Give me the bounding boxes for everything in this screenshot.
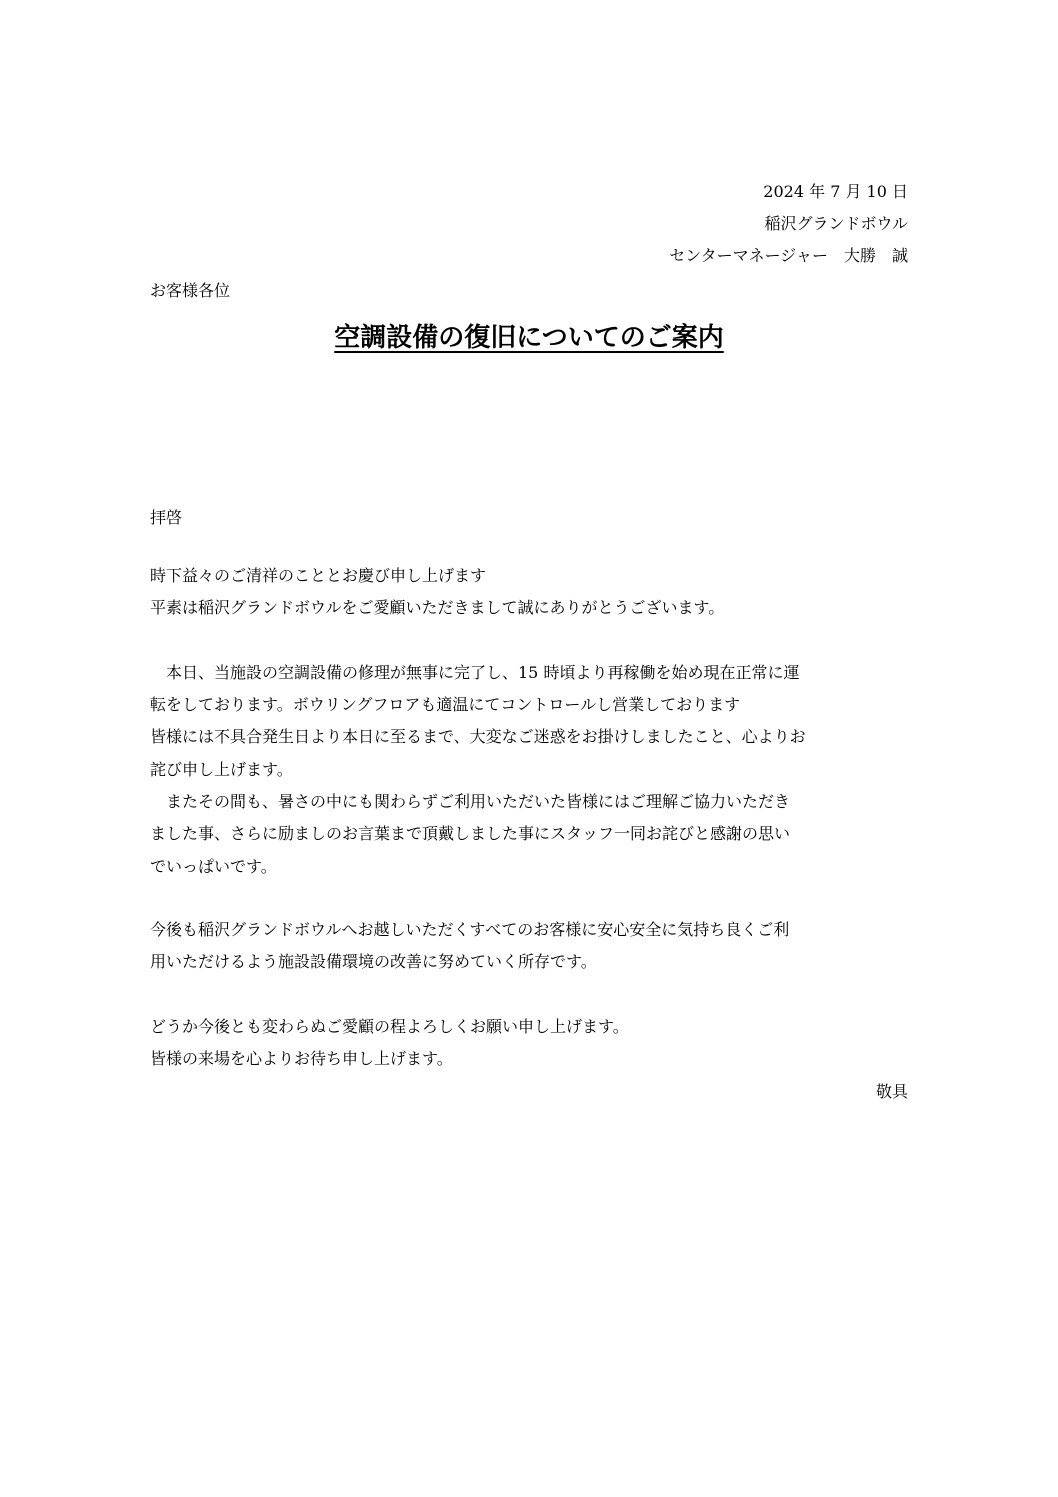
body-line: 詫び申し上げます。 <box>150 760 293 779</box>
body-line: 本日、当施設の空調設備の修理が無事に完了し、15 時頃より再稼働を始め現在正常に運 <box>150 663 800 682</box>
body-line: 今後も稲沢グランドボウルへお越しいただくすべてのお客様に安心安全に気持ち良くご利 <box>150 920 790 939</box>
body-line: 皆様には不具合発生日より本日に至るまで、大変なご迷惑をお掛けしましたこと、心よりお <box>150 727 806 746</box>
body-line: 時下益々のご清祥のこととお慶び申し上げます <box>150 566 487 585</box>
body-line: 皆様の来場を心よりお待ち申し上げます。 <box>150 1049 453 1068</box>
document-title-text: 空調設備の復旧についてのご案内 <box>334 323 724 353</box>
body-line: どうか今後とも変わらぬご愛顧の程よろしくお願い申し上げます。 <box>150 1017 629 1036</box>
addressee: お客様各位 <box>150 281 231 300</box>
body-line: 平素は稲沢グランドボウルをご愛顧いただきまして誠にありがとうございます。 <box>150 598 725 617</box>
body-line: 用いただけるよう施設設備環境の改善に努めていく所存です。 <box>150 952 597 971</box>
body-line: でいっぱいです。 <box>150 857 277 876</box>
sender-organization: 稲沢グランドボウル <box>764 214 908 233</box>
document-title <box>0 320 1058 356</box>
body-line: ました事、さらに励ましのお言葉まで頂戴しました事にスタッフ一同お詫びと感謝の思い <box>150 824 791 843</box>
sender-name: センターマネージャー 大勝 誠 <box>669 246 908 265</box>
salutation: 拝啓 <box>150 508 183 527</box>
letter-date: 2024 年 7 月 10 日 <box>763 182 908 201</box>
body-line: またその間も、暑さの中にも関わらずご利用いただいた皆様にはご理解ご協力いただき <box>150 792 791 811</box>
body-line: 転をしております。ボウリングフロアも適温にてコントロールし営業しております <box>150 695 741 714</box>
closing: 敬具 <box>875 1082 908 1101</box>
